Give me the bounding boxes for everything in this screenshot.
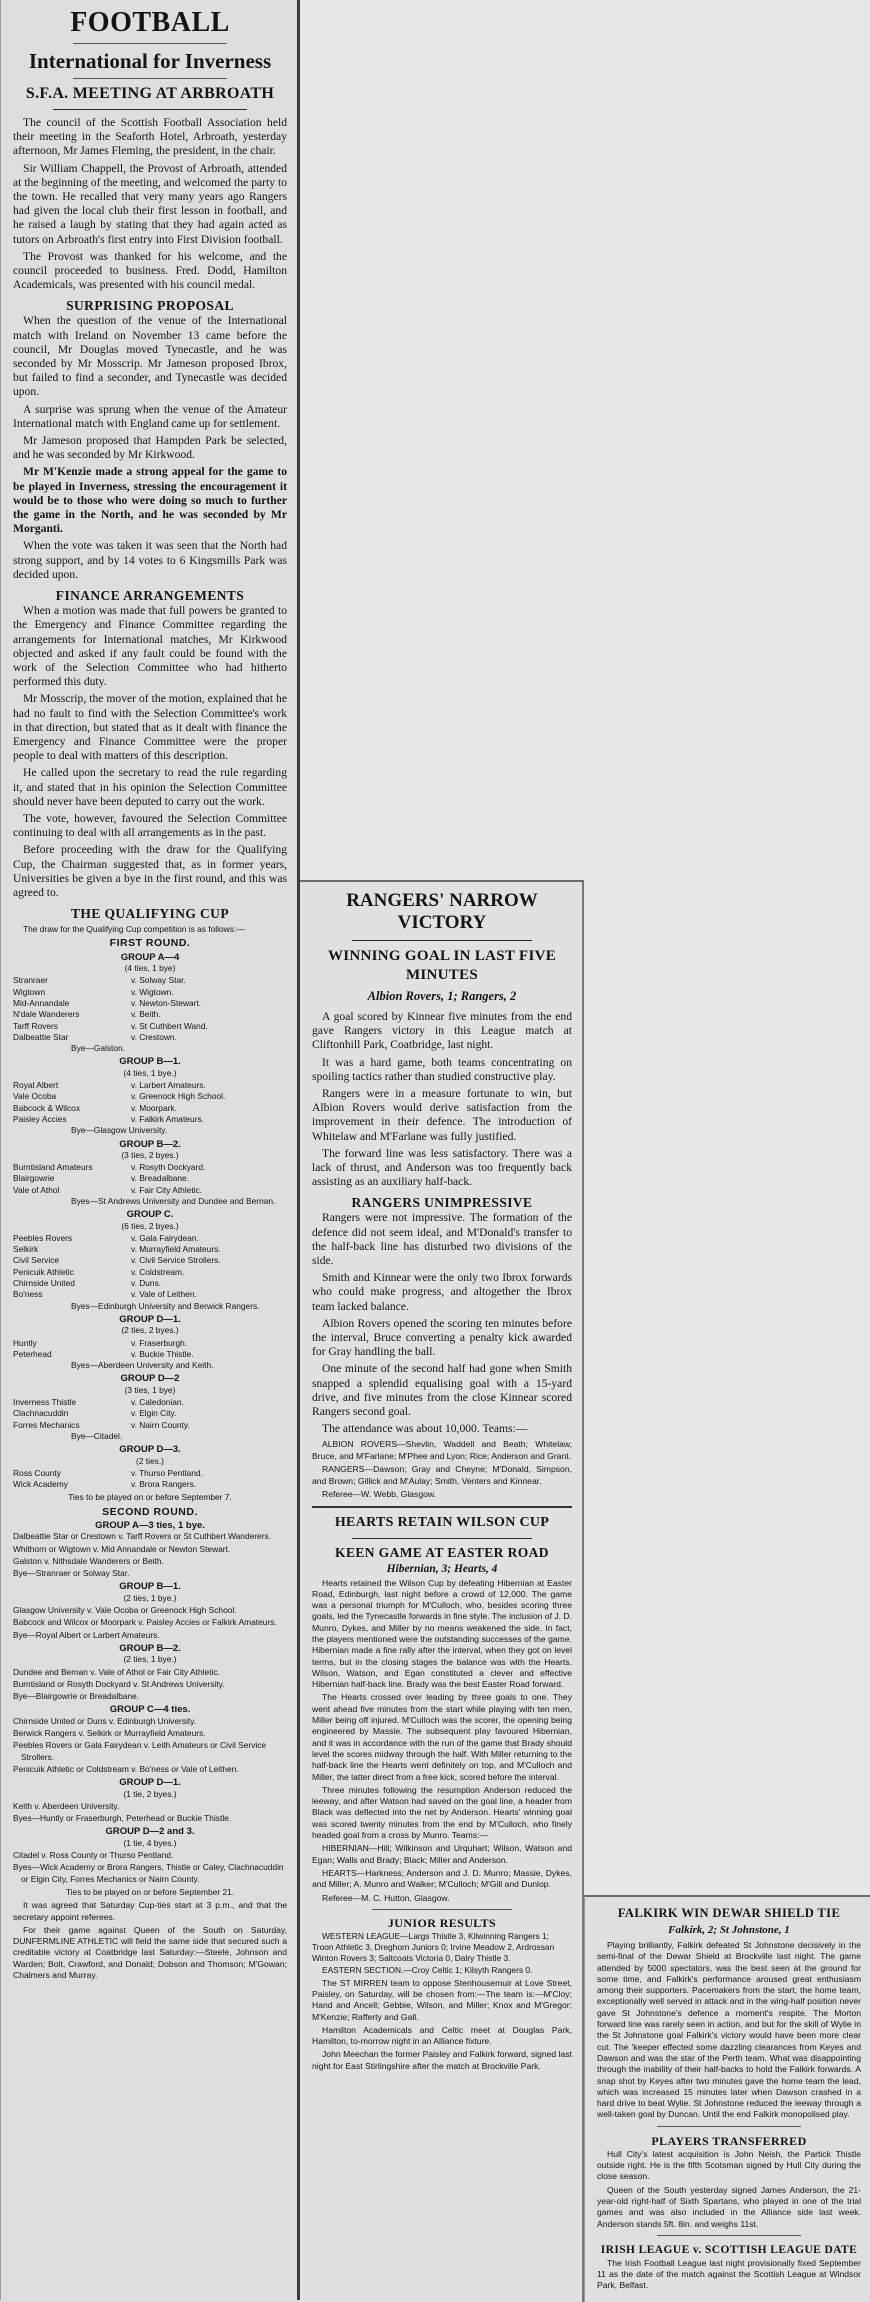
paragraph: The council of the Scottish Football Association held their meeting in the Seaforth Hotel, Arbroath, yesterday afternoon, Mr James Fleming, the president, in the chair. [13, 116, 287, 158]
fixture-row [13, 1080, 287, 1091]
divider [53, 109, 247, 110]
draw-group [13, 1139, 287, 1208]
fixture-line: Keith v. Aberdeen University. [13, 1800, 120, 1811]
fixture-row [13, 1114, 287, 1125]
away-team: v. Wigtown. [131, 986, 174, 997]
paragraph: When the question of the venue of the International match with Ireland on November 13 came before the council, Mr Douglas moved Tynecastle, and he was seconded by Mr Mosscrip. Mr Jameson proposed Ibrox, but failed to find a seconder, and Tynecastle was decided upon. [13, 314, 287, 399]
paragraph: WESTERN LEAGUE—Largs Thistle 3, Kilwinning Rangers 1; Troon Athletic 3, Dreghorn Juniors 0; Irvine Meadow 2, Ardrossan Winton Rovers 3; Saltcoats Victoria 0, Dalry Thistle 3. [312, 1930, 555, 1964]
group-heading: GROUP B—1. [119, 1056, 181, 1068]
divider [657, 2235, 801, 2236]
fixture-line: Galston v. Nithsdale Wanderers or Beith. [13, 1555, 164, 1566]
draw-note: Ties to be played on or before September 7. [68, 1492, 232, 1503]
fixture-row [13, 998, 287, 1009]
home-team: Burntisland Amateurs [13, 1162, 93, 1173]
fixture-line: Penicuik Athletic or Coldstream v. Bo'ness or Vale of Leithen. [13, 1763, 239, 1774]
home-team: Stranraer [13, 975, 48, 986]
paragraph: When the vote was taken it was seen that the North had strong support, and by 14 votes to 6 Kingsmills Park was decided upon. [13, 539, 287, 581]
away-team: v. Solway Star. [131, 975, 186, 986]
article-body [13, 116, 287, 292]
group-subheading: (2 ties, 2 byes.) [121, 1325, 179, 1336]
group-subheading: (4 ties, 1 bye.) [123, 1067, 177, 1078]
fixture-line: Citadel v. Ross County or Thurso Pentland. [13, 1850, 174, 1861]
fixture-row [13, 1103, 287, 1114]
group-heading: GROUP B—2. [119, 1642, 181, 1654]
fixture-line: Byes—Wick Academy or Brora Rangers, Thistle or Caley, Clachnacuddin or Elgin City, Forres Mechanics or Nairn County. [13, 1862, 284, 1884]
group-heading: GROUP B—1. [119, 1581, 181, 1593]
fixture-row [13, 987, 287, 998]
away-team: v. Brora Rangers. [131, 1479, 197, 1490]
fixture-row [13, 1009, 287, 1020]
draw-note: Ties to be played on or before September 21. [65, 1886, 235, 1897]
fixture-line: Byes—Huntly or Fraserburgh, Peterhead or Buckie Thistle. [13, 1813, 232, 1824]
paragraph: It was a hard game, both teams concentrating on spoiling tactics rather than studied constructive play. [312, 1055, 572, 1083]
round-heading: FIRST ROUND. [109, 937, 191, 950]
fixture-row [13, 1468, 287, 1479]
away-team: v. Elgin City. [131, 1408, 177, 1419]
fixture-line: Berwick Rangers v. Selkirk or Murrayfield Amateurs. [13, 1728, 206, 1739]
away-team: v. Buckie Thistle. [131, 1348, 194, 1359]
draw-group [13, 1826, 287, 1884]
group-heading: GROUP D—2 and 3. [105, 1826, 195, 1838]
paragraph: Rangers were in a measure fortunate to win, but Albion Rovers would derive satisfaction from the improvement in their defence. The introduction of Whitelaw and M'Farlane was fully justified. [312, 1087, 572, 1143]
bye-line: Byes—Aberdeen University and Keith. [71, 1360, 214, 1371]
group-subheading: (6 ties, 2 byes.) [121, 1220, 179, 1231]
away-team: v. Gala Fairydean. [131, 1232, 199, 1243]
article-body [597, 1940, 861, 2121]
fixture-line: Whithorn or Wigtown v. Mid Annandale or Newton Stewart. [13, 1543, 231, 1554]
junior-results [312, 1931, 572, 2072]
blank-margin [298, 0, 870, 880]
group-heading: GROUP C—4 ties. [109, 1704, 191, 1716]
paragraph: Hamilton Academicals and Celtic meet at Douglas Park, Hamilton, to-morrow night in an Alliance fixture. [312, 2024, 572, 2047]
home-team: Selkirk [13, 1244, 39, 1255]
home-team: Babcock & Wilcox [13, 1102, 81, 1113]
rangers-column [300, 880, 584, 2302]
home-team: Vale Ocoba [13, 1091, 57, 1102]
divider [73, 78, 227, 79]
fixture-row [13, 1162, 287, 1173]
home-team: Paisley Accies [13, 1113, 67, 1124]
home-team: Tarff Rovers [13, 1020, 58, 1031]
round-heading: SECOND ROUND. [102, 1505, 198, 1518]
away-team: v. Coldstream. [131, 1266, 185, 1277]
divider [73, 43, 227, 44]
home-team: Huntly [13, 1337, 37, 1348]
paragraph: The ST MIRREN team to oppose Stenhousemuir at Love Street, Paisley, on Saturday, will be chosen from:—The team is:—M'Cloy; Hand and Ancell; Gebbie, Wilson, and Miller; Knox and M'Gregor; M'Kenzie; Rafferty and Gall. [312, 1977, 572, 2022]
fixture-line: Peebles Rovers or Gala Fairydean v. Leith Amateurs or Civil Service Strollers. [13, 1740, 267, 1762]
home-team: Dalbeattie Star [13, 1031, 69, 1042]
draw-group [13, 1209, 287, 1312]
bold-paragraph: Mr M'Kenzie made a strong appeal for the game to be played in Inverness, stressing the encouragement it would be to those who were doing so much to further the game in the North, and he was seconded by Mr Morganti. [13, 465, 287, 536]
paragraph: Queen of the South yesterday signed James Anderson, the 21-year-old right-half of Sixth Spartans, who played in one of the trial games and was also included in the Alliance side last week. Anderson stands 5ft. 8in. and weighs 11st. [597, 2184, 861, 2229]
paragraph: HIBERNIAN—Hill; Wilkinson and Urquhart; Wilson, Watson and Egan; Walls and Brady; Black; Miller and Anderson. [312, 1843, 572, 1865]
fixture-row [13, 1420, 287, 1431]
fixture-line: Bye—Blairgowrie or Breadalbane. [13, 1691, 140, 1702]
home-team: Forres Mechanics [13, 1419, 80, 1430]
headline: RANGERS' NARROW VICTORY [346, 890, 538, 933]
away-team: v. Beith. [131, 1009, 161, 1020]
draw-group [13, 1444, 287, 1490]
paragraph: ALBION ROVERS—Shevlin, Waddell and Beath; Whitelaw, Bruce, and M'Farlane; M'Phee and Lyon; Rice; Anderson and Grant. [312, 1439, 572, 1461]
group-heading: GROUP D—2 [120, 1373, 180, 1385]
bye-line: Bye—Glasgow University. [71, 1125, 168, 1136]
paragraph: Hull City's latest acquisition is John Neish, the Partick Thistle outside right. He is the fifth Scotsman signed by Hull City during the close season. [597, 2148, 861, 2182]
divider [372, 1909, 512, 1910]
home-team: Clachnacuddin [13, 1408, 69, 1419]
away-team: v. Larbert Amateurs. [131, 1080, 206, 1091]
paragraph: The forward line was less satisfactory. There was a lack of thrust, and Anderson was too frequently back assisting as an auxiliary half-back. [312, 1146, 572, 1189]
away-team: v. Moorpark. [131, 1102, 177, 1113]
paragraph: The Hearts crossed over leading by three goals to one. They went ahead five minutes from the start while playing with ten men, Miller being off injured. M'Culloch was the scorer, the opening being engineered by Massie. The subsequent play favoured Hibernian, and it was in accordance with the run of the game that Brady should level the scores midway through the half. With Miller returning to the half-back line the Hearts went definitely on top, and M'Culloch and Miller, the latter direct from a free kick, scored before the interval. [312, 1692, 572, 1782]
draw-intro: The draw for the Qualifying Cup competition is as follows:— [23, 924, 245, 935]
group-subheading: (2 ties, 1 bye.) [123, 1592, 177, 1603]
home-team: Vale of Athol [13, 1184, 60, 1195]
draw-group [13, 1704, 287, 1775]
paragraph: The Provost was thanked for his welcome, and the council proceeded to business. Fred. Dodd, Hamilton Academicals, was presented with his council medal. [13, 249, 287, 292]
home-team: Wigtown [13, 986, 46, 997]
away-team: v. Rosyth Dockyard. [131, 1162, 206, 1173]
fixture-row [13, 1255, 287, 1266]
away-team: v. Murrayfield Amateurs. [131, 1244, 221, 1255]
article-body [312, 1211, 572, 1436]
group-subheading: (2 ties.) [136, 1455, 164, 1466]
fixture-line: Babcock and Wilcox or Moorpark v. Paisley Accies or Falkirk Amateurs. [13, 1617, 277, 1628]
paragraph: Before proceeding with the draw for the Qualifying Cup, the Chairman suggested that, as in former years, Universities be given a bye in the first round, and this was agreed to. [13, 843, 287, 899]
section-heading: PLAYERS TRANSFERRED [651, 2133, 807, 2148]
draw-group [13, 1581, 287, 1640]
draw-group [13, 1643, 287, 1702]
team-lineups [312, 1439, 572, 1500]
section-heading: JUNIOR RESULTS [387, 1915, 497, 1930]
section-heading: FINANCE ARRANGEMENTS [55, 588, 245, 604]
paragraph: It was agreed that Saturday Cup-ties start at 3 p.m., and that the secretary appoint referees. [13, 1900, 287, 1922]
home-team: Ross County [13, 1467, 61, 1478]
paragraph: Hearts retained the Wilson Cup by defeating Hibernian at Easter Road, Edinburgh, last night before a crowd of 12,000. The game was a personal triumph for M'Culloch, who, besides scoring three goals, led the Tynecastle forwards in fine style. The inclusion of J. D. Munro, Dykes, and Miller by no means weakened the side. In fact, the players mentioned were the outstanding successes of the game. Hibernian made a fine rally after the interval, when they got on level terms, but in the closing stages the balance was with the Hearts. Wilson, Watson, and Egan constituted a clever and effective Hibernian half-back line. Brady was the best Easter Road forward. [312, 1577, 573, 1690]
score-line: Falkirk, 2; St Johnstone, 1 [668, 1924, 790, 1936]
fixture-row [13, 1278, 287, 1289]
fixture-line: Dundee and Bernan v. Vale of Athol or Fair City Athletic. [13, 1666, 220, 1677]
headline: International for Inverness [28, 49, 272, 73]
fixture-row [13, 1338, 287, 1349]
draw-group [13, 1373, 287, 1442]
draw-group [13, 952, 287, 1055]
away-team: v. Nairn County. [131, 1419, 190, 1430]
draw-group [13, 1314, 287, 1371]
group-heading: GROUP A—3 ties, 1 bye. [95, 1520, 205, 1531]
fixture-row [13, 1349, 287, 1360]
home-team: Mid-Annandale [13, 997, 70, 1008]
score-line: Albion Rovers, 1; Rangers, 2 [367, 989, 517, 1003]
away-team: v. Thurso Pentland. [131, 1467, 203, 1478]
fixture-row [13, 1479, 287, 1490]
fixture-row [13, 1267, 287, 1278]
paragraph: The Irish Football League last night provisionally fixed September 11 as the date of the match against the Scottish League at Windsor Park, Belfast. [597, 2257, 861, 2291]
away-team: v. Fair City Athletic. [131, 1184, 203, 1195]
home-team: Wick Academy [13, 1479, 68, 1490]
group-heading: GROUP D—1. [119, 1777, 181, 1789]
second-round-groups [13, 1520, 287, 1885]
away-team: v. Greenock High School. [131, 1091, 226, 1102]
divider [352, 940, 532, 941]
home-team: Inverness Thistle [13, 1397, 77, 1408]
paragraph: The attendance was about 10,000. Teams:— [322, 1422, 528, 1436]
fixture-line: Dalbeattie Star or Crestown v. Tarff Rovers or St Cuthbert Wanderers. [13, 1531, 272, 1542]
article-body [312, 1578, 572, 1904]
section-title: FOOTBALL [70, 7, 230, 38]
paragraph: Referee—M. C. Hutton, Glasgow. [322, 1892, 450, 1903]
paragraph: The vote, however, favoured the Selection Committee continuing to deal with all arrangements as in the past. [13, 811, 287, 840]
paragraph: Referee—W. Webb, Glasgow. [322, 1489, 436, 1500]
fixture-line: Burntisland or Rosyth Dockyard v. St Andrews University. [13, 1678, 225, 1689]
subheadline: WINNING GOAL IN LAST FIVE MINUTES [327, 948, 557, 983]
home-team: Peterhead [13, 1348, 52, 1359]
away-team: v. St Cuthbert Wand. [131, 1020, 208, 1031]
home-team: Blairgowrie [13, 1173, 55, 1184]
draw-group [13, 1056, 287, 1136]
bye-line: Byes—St Andrews University and Dundee and Bernan. [71, 1195, 276, 1206]
group-subheading: (2 ties, 1 bye.) [123, 1654, 177, 1665]
away-team: v. Civil Service Strollers. [131, 1255, 221, 1266]
fixture-row [13, 1408, 287, 1419]
section-heading: THE QUALIFYING CUP [71, 906, 229, 922]
fixture-line: Glasgow University v. Vale Ocoba or Greenock High School. [13, 1605, 237, 1616]
group-subheading: (3 ties, 1 bye) [124, 1384, 176, 1395]
group-subheading: (1 tie, 2 byes.) [123, 1788, 177, 1799]
fixture-row [13, 1091, 287, 1102]
falkirk-column [584, 1895, 870, 2302]
article-body [13, 604, 287, 900]
divider [312, 1506, 572, 1508]
draw-group [13, 1777, 287, 1824]
group-subheading: (1 tie, 4 byes.) [123, 1837, 177, 1848]
subheadline: S.F.A. MEETING AT ARBROATH [25, 85, 275, 102]
paragraph: He called upon the secretary to read the rule regarding it, and stated that in his opinion the Selection Committee should never have been deputed to carry out the work. [13, 766, 287, 808]
paragraph: A surprise was sprung when the venue of the Amateur International match with England came up for settlement. [13, 402, 287, 430]
paragraph: Smith and Kinnear were the only two Ibrox forwards who could make progress, and altogether the Ibrox team lacked balance. [312, 1271, 572, 1313]
away-team: v. Caledonian. [131, 1397, 184, 1408]
score-line: Hibernian, 3; Hearts, 4 [386, 1562, 498, 1575]
away-team: v. Newton-Stewart. [131, 997, 202, 1008]
home-team: Penicuik Athletic [13, 1266, 74, 1277]
paragraph: One minute of the second half had gone when Smith snapped a splendid equalising goal with a 15-yard drive, and five minutes from the close Kinnear scored Rangers second goal. [312, 1362, 572, 1419]
blank-margin [584, 880, 870, 1895]
fixture-line: Bye—Stranraer or Solway Star. [13, 1568, 130, 1579]
fixture-row [13, 1021, 287, 1032]
first-round-groups [13, 952, 287, 1491]
subheadline: KEEN GAME AT EASTER ROAD [335, 1544, 549, 1560]
paragraph: Playing brilliantly, Falkirk defeated St Johnstone decisively in the semi-final of the Dewar Shield at Brockville last night. The game attended by 5000 spectators, was the best seen at the ground for some time, and Falkirk's performance aroused great enthusiasm among their supporters. Pacemakers from the start, the home team, exceptionally well served in attack and in the wing-half position never gave St Johnstone's defence a moment's respite. The Morton forward line was rarely seen in action, and but for the skill of Wylie in the St Johnstone goal Falkirk's victory would have been more clear cut. The 'keeper effected some dazzling clearances from Keyes and Dawson and was the star of the Perth team. What was disappointing through the inability of their half-backs to hold the Falkirk forwards. A snap shot by Keyes after two minutes gave the home team the lead, which was increased 15 minutes later when Dawson crashed in a hard drive to beat Wylie. St Johnstone reduced the leeway through a well-taken goal by Duncan. Until the end Falkirk monopolised play. [597, 1940, 861, 2120]
away-team: v. Falkirk Amateurs. [131, 1113, 204, 1124]
article-body [597, 2258, 861, 2292]
fixture-line: Chirnside United or Duns v. Edinburgh University. [13, 1715, 197, 1726]
fixture-line: Bye—Royal Albert or Larbert Amateurs. [13, 1629, 160, 1640]
away-team: v. Duns. [131, 1278, 162, 1289]
paragraph: A goal scored by Kinnear five minutes from the end gave Rangers victory in this League match at Cliftonhill Park, Coatbridge, last night. [312, 1010, 572, 1052]
paragraph: When a motion was made that full powers be granted to the Emergency and Finance Committee regarding the arrangements for International matches, Mr Kirkwood objected and asked if any fault could be found with the work of the Selection Committee who had hitherto performed this duty. [13, 604, 287, 689]
fixture-row [13, 1289, 287, 1300]
article-body [13, 314, 287, 462]
home-team: Royal Albert [13, 1080, 59, 1091]
away-team: v. Fraserburgh. [131, 1337, 188, 1348]
section-heading: RANGERS UNIMPRESSIVE [351, 1195, 533, 1211]
fixture-row [13, 1244, 287, 1255]
cup-draw [13, 924, 287, 1981]
group-heading: GROUP C. [126, 1209, 174, 1221]
paragraph: HEARTS—Harkness; Anderson and J. D. Munro; Massie, Dykes, and Miller; A. Munro and Walker; M'Culloch; M'Gill and Dunlop. [312, 1867, 572, 1890]
headline: FALKIRK WIN DEWAR SHIELD TIE [617, 1906, 841, 1920]
paragraph: Sir William Chappell, the Provost of Arbroath, attended at the beginning of the meeting, and welcomed the party to the town. He recalled that very many years ago Rangers had given the local club their first lesson in football, and he raised a laugh by stating that they had again acted as tutors on Arbroath's first entry into First Division football. [13, 161, 287, 246]
bye-line: Bye—Citadel. [71, 1430, 123, 1441]
paragraph: Mr Jameson proposed that Hampden Park be selected, and he was seconded by Mr Kirkwood. [13, 434, 287, 462]
group-subheading: (3 ties, 2 byes.) [121, 1149, 179, 1160]
bye-line: Bye—Galston. [71, 1043, 125, 1054]
away-team: v. Crestown. [131, 1031, 177, 1042]
fixture-row [13, 975, 287, 986]
away-team: v. Breadalbane. [131, 1173, 190, 1184]
paragraph: Albion Rovers opened the scoring ten minutes before the interval, Bruce converting a penalty kick awarded for Gray handling the ball. [312, 1316, 572, 1359]
article-body [597, 2149, 861, 2230]
group-heading: GROUP B—2. [119, 1138, 181, 1150]
article-body [13, 1900, 287, 1981]
article-body [312, 1010, 572, 1189]
bye-line: Byes—Edinburgh University and Berwick Rangers. [71, 1300, 260, 1311]
paragraph: Three minutes following the resumption Anderson reduced the leeway, and after Watson had saved on the goal line, a header from Black was deflected into the net by Anderson. Hearts' winning goal was scored twenty minutes from the end by M'Culloch, who finely headed goal from a cross by Munro. Teams:— [312, 1784, 572, 1841]
paragraph: For their game against Queen of the South on Saturday, DUNFERMLINE ATHLETIC will field the same side that secured such a creditable victory at Coatbridge last Saturday:—Steele, Johnson and Warden; Bolt, Crawford, and Donald; Dobson and Thomson; M'Gowan; Chalmers and Murray. [13, 1924, 287, 1980]
football-column [0, 0, 300, 2300]
divider [352, 1538, 532, 1539]
home-team: Bo'ness [13, 1289, 43, 1300]
fixture-row [13, 1185, 287, 1196]
paragraph: EASTERN SECTION.—Croy Celtic 1; Kilsyth Rangers 0. [322, 1965, 533, 1976]
fixture-row [13, 1032, 287, 1043]
section-heading: SURPRISING PROPOSAL [66, 298, 234, 314]
fixture-row [13, 1233, 287, 1244]
paragraph: Mr Mosscrip, the mover of the motion, explained that he had no fault to find with the Selection Committee's work in that direction, but stated that as it dealt with finance the Emergency and Finance Committee were the proper people to deal with matters of this description. [13, 692, 287, 763]
away-team: v. Vale of Leithen. [131, 1289, 197, 1300]
group-heading: GROUP D—3. [119, 1444, 181, 1456]
group-heading: GROUP D—1. [119, 1313, 181, 1325]
divider [657, 2126, 801, 2127]
section-heading: IRISH LEAGUE v. SCOTTISH LEAGUE DATE [600, 2243, 858, 2256]
home-team: Civil Service [13, 1255, 60, 1266]
paragraph: John Meechan the former Paisley and Falkirk forward, signed last night for East Stirlingshire after the match at Brockville Park. [312, 2049, 572, 2071]
home-team: N'dale Wanderers [13, 1009, 80, 1020]
headline: HEARTS RETAIN WILSON CUP [334, 1514, 550, 1530]
group-subheading: (4 ties, 1 bye) [124, 963, 176, 974]
fixture-row [13, 1397, 287, 1408]
draw-group [13, 1520, 287, 1579]
home-team: Peebles Rovers [13, 1232, 73, 1243]
paragraph: Rangers were not impressive. The formation of the defence did not seem ideal, and M'Donald's transfer to the half-back line has disturbed two divisions of the side. [312, 1211, 572, 1268]
group-heading: GROUP A—4 [120, 951, 180, 963]
home-team: Chirnside United [13, 1278, 75, 1289]
fixture-row [13, 1173, 287, 1184]
paragraph: RANGERS—Dawson; Gray and Cheyne; M'Donald, Simpson, and Brown; Gillick and M'Aulay; Smith, Venters and Kinnear. [312, 1464, 572, 1486]
